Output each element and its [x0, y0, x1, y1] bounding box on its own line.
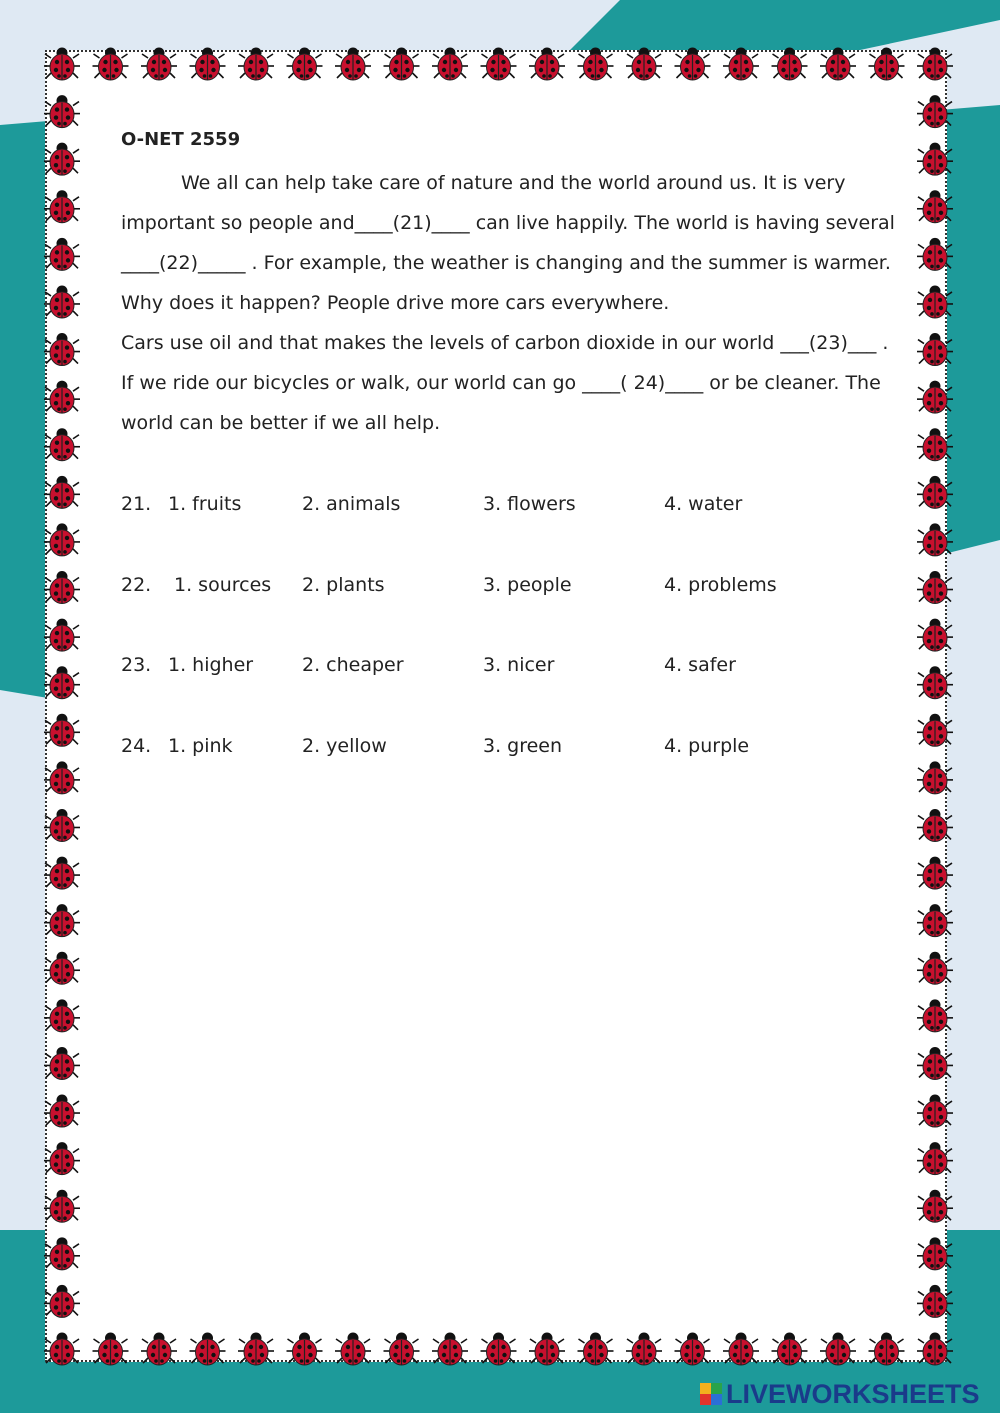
- question-number: 23.: [121, 654, 152, 676]
- option-2[interactable]: 2. yellow: [302, 734, 387, 757]
- option-3[interactable]: 3. people: [483, 573, 572, 596]
- question-number: 21.: [121, 493, 152, 515]
- option-3[interactable]: 3. green: [483, 734, 563, 757]
- option-2[interactable]: 2. cheaper: [302, 654, 404, 676]
- option-1[interactable]: 1. fruits: [168, 493, 242, 515]
- worksheet-content: [121, 123, 895, 806]
- question-21: [121, 484, 891, 565]
- passage-line: Why does it happen? People drive more cars everywhere.: [121, 292, 670, 314]
- question-24: [121, 726, 891, 807]
- option-4[interactable]: 4. safer: [664, 654, 736, 676]
- option-4[interactable]: 4. purple: [664, 734, 750, 757]
- question-number: 22.: [121, 573, 152, 596]
- logo-icon: [700, 1383, 722, 1405]
- question-number: 24.: [121, 734, 152, 757]
- option-2[interactable]: 2. animals: [302, 493, 401, 515]
- option-3[interactable]: 3. flowers: [483, 493, 576, 515]
- question-list: [121, 484, 891, 806]
- option-1[interactable]: 1. pink: [168, 734, 233, 757]
- passage-line: important so people and____(21)____ can live happily. The world is having several: [121, 212, 895, 234]
- option-2[interactable]: 2. plants: [302, 573, 385, 596]
- question-22: [121, 565, 891, 646]
- exam-title: O-NET 2559: [121, 129, 241, 150]
- passage-line: world can be better if we all help.: [121, 412, 441, 434]
- option-4[interactable]: 4. water: [664, 493, 743, 515]
- option-1[interactable]: 1. sources: [174, 573, 272, 596]
- watermark-text: LIVEWORKSHEETS: [726, 1378, 980, 1409]
- option-1[interactable]: 1. higher: [168, 654, 254, 676]
- option-4[interactable]: 4. problems: [664, 573, 777, 596]
- passage-line: ____(22)_____ . For example, the weather is changing and the summer is warmer.: [121, 252, 891, 274]
- liveworksheets-logo: [700, 1378, 980, 1410]
- option-3[interactable]: 3. nicer: [483, 654, 555, 676]
- reading-passage: [121, 163, 895, 443]
- question-23: [121, 645, 891, 726]
- passage-line: Cars use oil and that makes the levels of carbon dioxide in our world ___(23)___ .: [121, 332, 889, 354]
- passage-line: If we ride our bicycles or walk, our world can go ____( 24)____ or be cleaner. The: [121, 372, 881, 394]
- passage-line: We all can help take care of nature and the world around us. It is very: [181, 172, 846, 194]
